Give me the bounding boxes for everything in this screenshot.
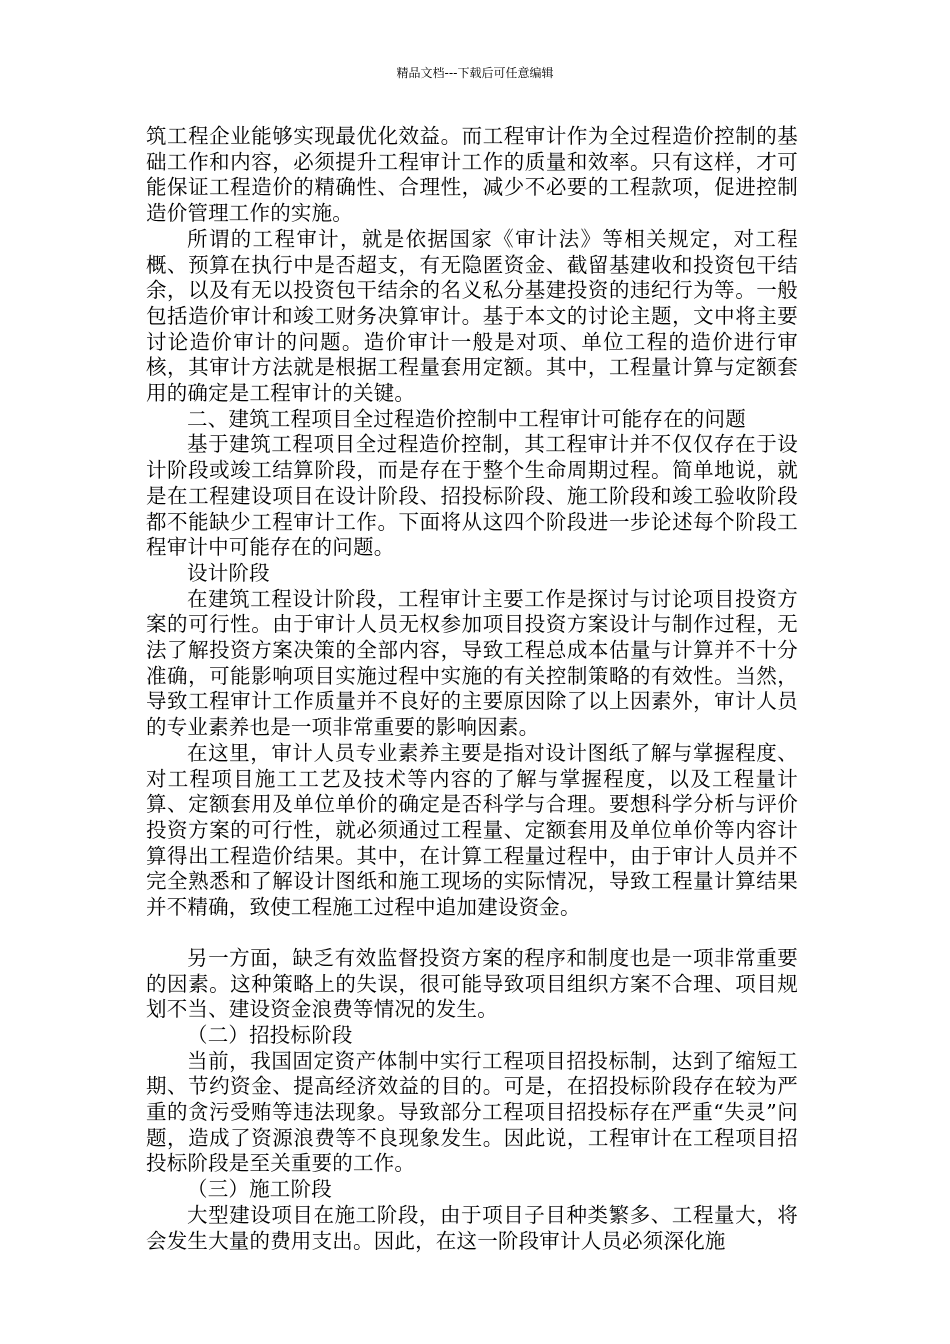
- subsection-heading-design: 设计阶段: [187, 560, 270, 585]
- page-header: 精品文档---下载后可任意编辑: [396, 66, 554, 80]
- paragraph-construction-stage: 大型建设项目在施工阶段，由于项目子目种类繁多、工程量大，将会发生大量的费用支出。因此，在这一阶段审计人员必须深化施: [146, 1202, 798, 1253]
- subsection-heading-construction: （三）施工阶段: [187, 1177, 332, 1202]
- paragraph-design-stage: 在建筑工程设计阶段，工程审计主要工作是探讨与讨论项目投资方案的可行性。由于审计人员无权参加项目投资方案设计与制作过程，无法了解投资方案决策的全部内容，导致工程总成本估量与计算并不十分准确，可能影响项目实施过程中实施的有关控制策略的有效性。当然，导致工程审计工作质量并不良好的主要原因除了以上因素外，审计人员的专业素养也是一项非常重要的影响因素。: [146, 586, 798, 740]
- document-body: [146, 124, 798, 1254]
- paragraph-definition: 所谓的工程审计，就是依据国家《审计法》等相关规定，对工程概、预算在执行中是否超支，有无隐匿资金、截留基建收和投资包干结余，以及有无以投资包干结余的名义私分基建投资的违纪行为等。一般包括造价审计和竣工财务决算审计。基于本文的讨论主题，文中将主要讨论造价审计的问题。造价审计一般是对项、单位工程的造价进行审核，其审计方法就是根据工程量套用定额。其中，工程量计算与定额套用的确定是工程审计的关键。: [146, 226, 798, 406]
- paragraph-continuation: 筑工程企业能够实现最优化效益。而工程审计作为全过程造价控制的基础工作和内容，必须提升工程审计工作的质量和效率。只有这样，才可能保证工程造价的精确性、合理性，减少不必要的工程款项，促进控制造价管理工作的实施。: [146, 124, 798, 226]
- subsection-heading-bidding: （二）招投标阶段: [187, 1022, 353, 1047]
- section-heading-2: 二、建筑工程项目全过程造价控制中工程审计可能存在的问题: [187, 406, 746, 431]
- paragraph-bidding-stage: 当前，我国固定资产体制中实行工程项目招投标制，达到了缩短工期、节约资金、提高经济效益的目的。可是，在招投标阶段存在较为严重的贪污受贿等违法现象。导致部分工程项目招投标存在严重“失灵”问题，造成了资源浪费等不良现象发生。因此说，工程审计在工程项目招投标阶段是至关重要的工作。: [146, 1048, 798, 1176]
- paragraph-professional-quality: 在这里，审计人员专业素养主要是指对设计图纸了解与掌握程度、对工程项目施工工艺及技术等内容的了解与掌握程度，以及工程量计算、定额套用及单位单价的确定是否科学与合理。要想科学分析与评价投资方案的可行性，就必须通过工程量、定额套用及单位单价等内容计算得出工程造价结果。其中，在计算工程量过程中，由于审计人员并不完全熟悉和了解设计图纸和施工现场的实际情况，导致工程量计算结果并不精确，致使工程施工过程中追加建设资金。: [146, 740, 798, 920]
- paragraph-section-intro: 基于建筑工程项目全过程造价控制，其工程审计并不仅仅存在于设计阶段或竣工结算阶段，而是存在于整个生命周期过程。简单地说，就是在工程建设项目在设计阶段、招投标阶段、施工阶段和竣工验收阶段都不能缺少工程审计工作。下面将从这四个阶段进一步论述每个阶段工程审计中可能存在的问题。: [146, 432, 798, 560]
- paragraph-supervision: 另一方面，缺乏有效监督投资方案的程序和制度也是一项非常重要的因素。这种策略上的失误，很可能导致项目组织方案不合理、项目规划不当、建设资金浪费等情况的发生。: [146, 945, 798, 1022]
